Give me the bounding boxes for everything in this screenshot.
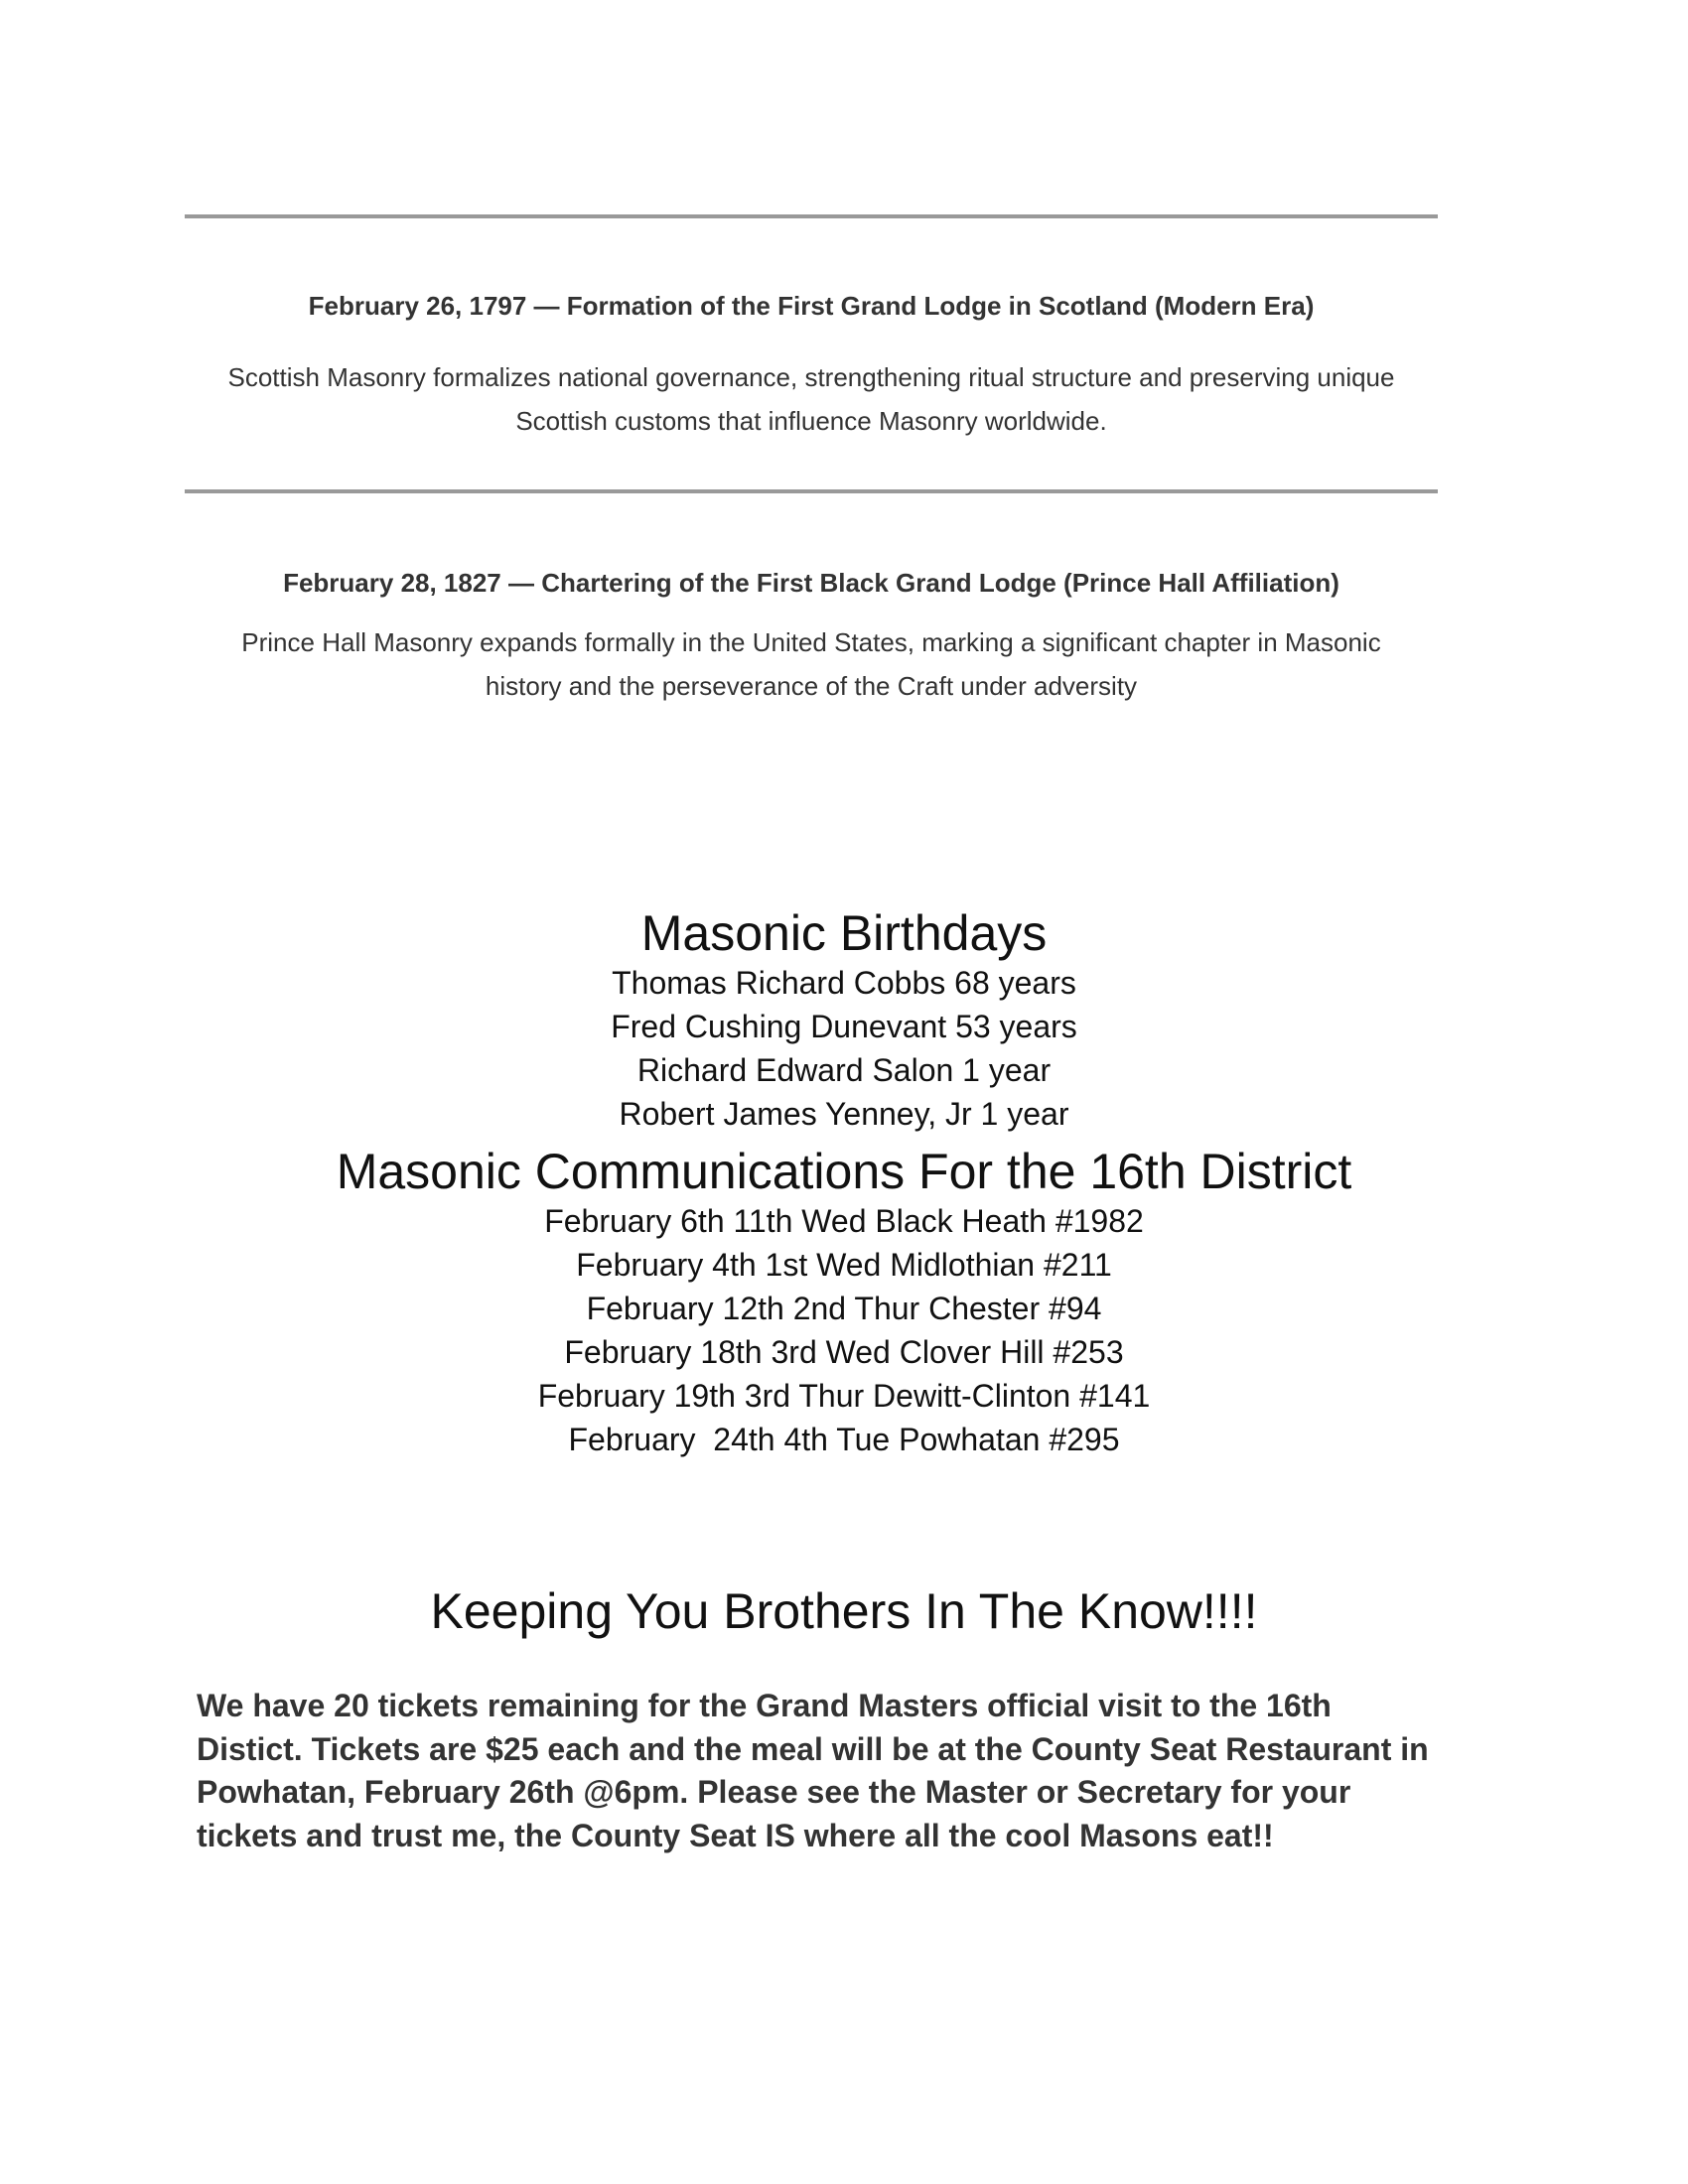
section-divider: [185, 489, 1438, 493]
event-description: [185, 620, 1438, 708]
birthday-entry: Robert James Yenney, Jr 1 year: [619, 1096, 1069, 1132]
communications-heading: Masonic Communications For the 16th District: [336, 1144, 1352, 1199]
notice-line: tickets and trust me, the County Seat IS where all the cool Masons eat!!: [197, 1817, 1274, 1853]
know-section: [0, 1583, 1688, 1639]
know-heading: Keeping You Brothers In The Know!!!!: [430, 1583, 1258, 1639]
birthdays-heading: Masonic Birthdays: [640, 905, 1048, 961]
event-description-line: Scottish Masonry formalizes national governance, strengthening ritual structure and preserving unique: [227, 362, 1395, 392]
communications-section: [0, 1144, 1688, 1461]
communication-entry: February 6th 11th Wed Black Heath #1982: [544, 1203, 1144, 1239]
event-title: February 28, 1827 — Chartering of the First Black Grand Lodge (Prince Hall Affiliation): [283, 568, 1339, 598]
event-description-line: Scottish customs that influence Masonry worldwide.: [515, 406, 1107, 436]
notice-line: We have 20 tickets remaining for the Grand Masters official visit to the 16th: [197, 1688, 1332, 1723]
section-divider: [185, 214, 1438, 218]
event-description-line: history and the perseverance of the Craft under adversity: [485, 671, 1138, 701]
notice-line: Distict. Tickets are $25 each and the meal will be at the County Seat Restaurant in: [197, 1730, 1429, 1767]
notice-line: Powhatan, February 26th @6pm. Please see the Master or Secretary for your: [197, 1774, 1351, 1810]
birthday-entry: Richard Edward Salon 1 year: [636, 1052, 1052, 1088]
communication-entry: February 12th 2nd Thur Chester #94: [586, 1291, 1102, 1326]
birthday-entry: Thomas Richard Cobbs 68 years: [612, 965, 1076, 1001]
history-event: [185, 565, 1438, 708]
history-event: [185, 288, 1438, 443]
event-description-line: Prince Hall Masonry expands formally in the United States, marking a significant chapter in Masonic: [241, 627, 1381, 657]
ticket-notice: [197, 1685, 1487, 1857]
event-description: [185, 355, 1438, 443]
event-title: February 26, 1797 — Formation of the First Grand Lodge in Scotland (Modern Era): [308, 291, 1315, 321]
communication-entry: February 24th 4th Tue Powhatan #295: [568, 1422, 1120, 1457]
birthdays-section: [0, 905, 1688, 1136]
communication-entry: February 19th 3rd Thur Dewitt-Clinton #141: [537, 1378, 1151, 1414]
communication-entry: February 4th 1st Wed Midlothian #211: [576, 1247, 1112, 1283]
birthday-entry: Fred Cushing Dunevant 53 years: [611, 1009, 1077, 1044]
communication-entry: February 18th 3rd Wed Clover Hill #253: [564, 1334, 1124, 1370]
